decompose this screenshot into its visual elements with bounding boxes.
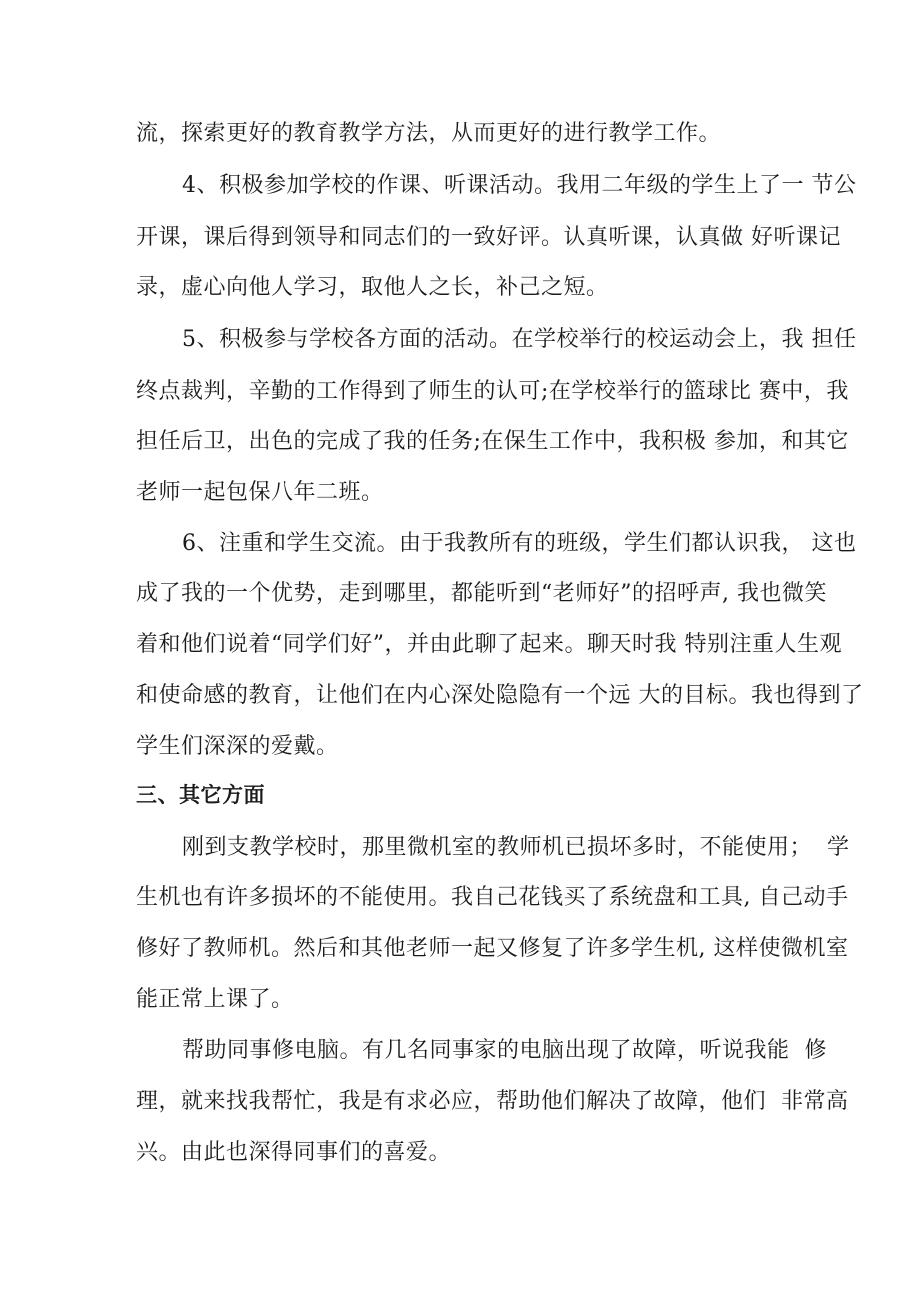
- text-line: 和使命感的教育，让他们在内心深处隐隐有一个远 大的目标。我也得到了: [136, 683, 864, 708]
- text-line: 4、积极参加学校的作课、听课活动。我用二年级的学生上了一 节公: [182, 173, 857, 198]
- text-line: 理，就来找我帮忙，我是有求必应，帮助他们解决了故障，他们 非常高: [136, 1089, 849, 1114]
- text-line: 老师一起包保八年二班。: [136, 480, 384, 505]
- text-line: 5、积极参与学校各方面的活动。在学校举行的校运动会上，我 担任: [182, 327, 857, 352]
- text-line: 着和他们说着“同学们好”，并由此聊了起来。聊天时我 特别注重人生观: [136, 632, 842, 657]
- text-line: 终点裁判，辛勤的工作得到了师生的认可;在学校举行的篮球比 赛中，我: [136, 379, 849, 404]
- text-line: 流，探索更好的教育教学方法，从而更好的进行教学工作。: [136, 121, 722, 146]
- text-line: 帮助同事修电脑。有几名同事家的电脑出现了故障，听说我能 修: [182, 1038, 827, 1063]
- text-line: 兴。由此也深得同事们的喜爱。: [136, 1140, 452, 1165]
- text-line: 学生们深深的爱戴。: [136, 734, 339, 759]
- text-line: 担任后卫，出色的完成了我的任务;在保生工作中，我积极 参加，和其它: [136, 429, 849, 454]
- text-line: 生机也有许多损坏的不能使用。我自己花钱买了系统盘和工具, 自己动手: [136, 885, 849, 910]
- text-line: 录，虚心向他人学习，取他人之长，补己之短。: [136, 275, 609, 300]
- text-line: 刚到支教学校时，那里微机室的教师机已损坏多时，不能使用； 学: [182, 835, 850, 860]
- text-line: 开课，课后得到领导和同志们的一致好评。认真听课，认真做 好听课记: [136, 225, 841, 250]
- text-line: 能正常上课了。: [136, 987, 294, 1012]
- text-line: 6、注重和学生交流。由于我教所有的班级，学生们都认识我， 这也: [182, 531, 857, 556]
- text-line: 成了我的一个优势，走到哪里，都能听到“老师好”的招呼声, 我也微笑: [136, 581, 827, 606]
- text-line: 修好了教师机。然后和其他老师一起又修复了许多学生机, 这样使微机室: [136, 936, 849, 961]
- section-heading: 三、其它方面: [136, 783, 265, 807]
